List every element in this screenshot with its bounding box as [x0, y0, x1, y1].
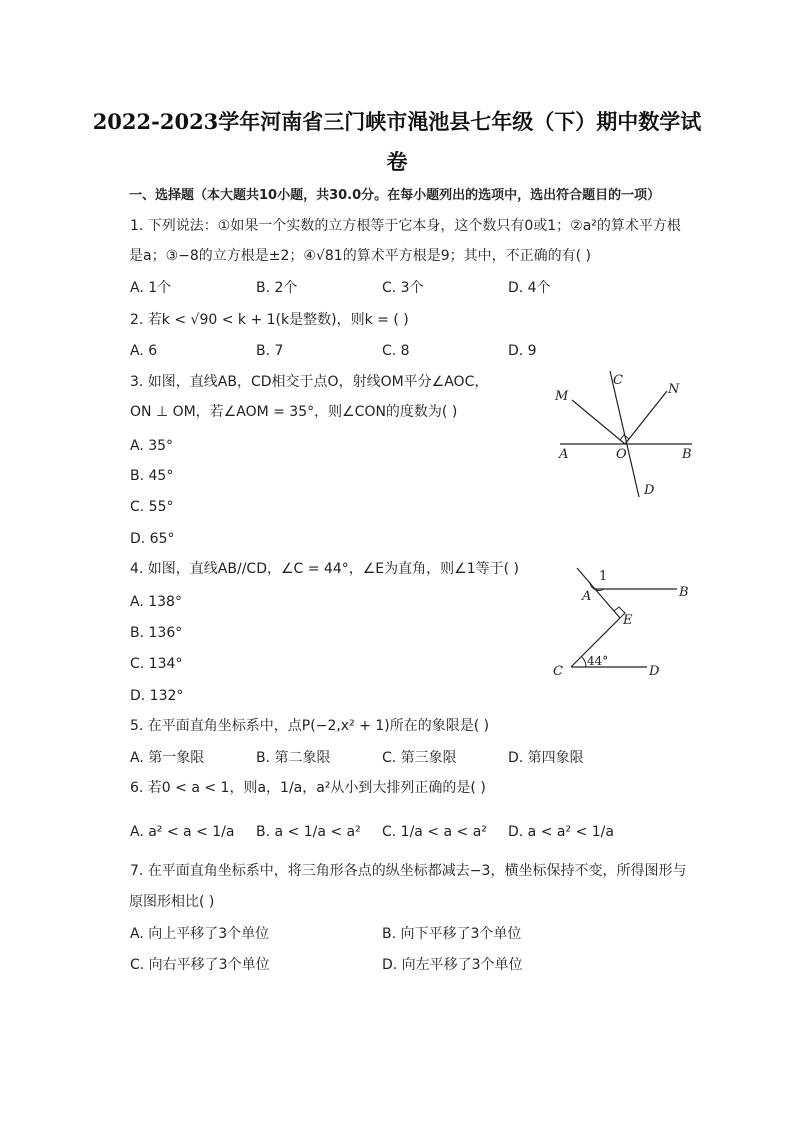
q4-option-d[interactable]: D. 132° — [130, 688, 184, 704]
q6-option-d[interactable]: D. a < a² < 1/a — [508, 824, 614, 840]
q4-stem: 4. 如图，直线AB//CD，∠C = 44°，∠E为直角，则∠1等于( ) — [130, 561, 519, 577]
section-heading: 一、选择题（本大题共10小题，共30.0分。在每小题列出的选项中，选出符合题目的一项） — [129, 188, 661, 203]
segment-ae — [595, 589, 620, 618]
q2-option-b[interactable]: B. 7 — [256, 343, 284, 359]
q3-option-d[interactable]: D. 65° — [130, 531, 175, 547]
label-b: B — [679, 585, 689, 600]
q1-option-d[interactable]: D. 4个 — [508, 280, 551, 296]
q6-option-b[interactable]: B. a < 1/a < a² — [256, 824, 361, 840]
q5-option-b[interactable]: B. 第二象限 — [256, 750, 331, 766]
q6-stem: 6. 若0 < a < 1，则a，1/a，a²从小到大排列正确的是( ) — [130, 780, 486, 796]
q3-stem-line-2: ON ⊥ OM，若∠AOM = 35°，则∠CON的度数为( ) — [130, 404, 458, 420]
q4-option-a[interactable]: A. 138° — [130, 594, 182, 610]
q2-stem: 2. 若k < √90 < k + 1(k是整数)，则k = ( ) — [130, 312, 409, 328]
q7-option-a[interactable]: A. 向上平移了3个单位 — [130, 926, 270, 942]
page-title-line-1: 2022-2023学年河南省三门峡市渑池县七年级（下）期中数学试 — [92, 109, 702, 134]
angle-c-arc — [582, 657, 586, 667]
q6-option-a[interactable]: A. a² < a < 1/a — [130, 824, 235, 840]
label-b: B — [682, 447, 692, 462]
label-n: N — [668, 382, 680, 397]
ray-om — [572, 400, 625, 444]
q4-option-b[interactable]: B. 136° — [130, 625, 183, 641]
q1-stem-line-2: 是a；③−8的立方根是±2；④√81的算术平方根是9；其中，不正确的有( ) — [129, 248, 591, 264]
line-cd — [610, 371, 639, 497]
q1-stem-line-1: 1. 下列说法：①如果一个实数的立方根等于它本身，这个数只有0或1；②a²的算术平方根 — [130, 218, 681, 234]
q5-stem: 5. 在平面直角坐标系中，点P(−2,x² + 1)所在的象限是( ) — [130, 718, 490, 734]
label-o: O — [616, 447, 627, 462]
q1-option-c[interactable]: C. 3个 — [382, 280, 424, 296]
q7-option-b[interactable]: B. 向下平移了3个单位 — [382, 926, 522, 942]
q7-stem-line-1: 7. 在平面直角坐标系中，将三角形各点的纵坐标都减去−3，横坐标保持不变，所得图形与 — [130, 863, 687, 879]
label-44: 44° — [587, 654, 609, 668]
q1-option-a[interactable]: A. 1个 — [130, 280, 172, 296]
q3-option-a[interactable]: A. 35° — [130, 438, 174, 454]
q6-option-c[interactable]: C. 1/a < a < a² — [382, 824, 487, 840]
q7-option-d[interactable]: D. 向左平移了3个单位 — [382, 957, 523, 973]
label-1: 1 — [599, 569, 608, 584]
q5-option-c[interactable]: C. 第三象限 — [382, 750, 457, 766]
q3-option-c[interactable]: C. 55° — [130, 499, 174, 515]
q2-option-c[interactable]: C. 8 — [382, 343, 410, 359]
q3-stem-line-1: 3. 如图，直线AB，CD相交于点O，射线OM平分∠AOC， — [130, 374, 489, 390]
q3-figure — [540, 365, 710, 505]
label-a: A — [559, 447, 569, 462]
q2-option-a[interactable]: A. 6 — [130, 343, 158, 359]
label-a: A — [582, 589, 592, 604]
page-title-line-2: 卷 — [386, 149, 408, 174]
q3-option-b[interactable]: B. 45° — [130, 468, 174, 484]
ray-on — [625, 391, 667, 444]
q2-option-d[interactable]: D. 9 — [508, 343, 537, 359]
q5-option-a[interactable]: A. 第一象限 — [130, 750, 205, 766]
ray-a-up — [577, 568, 595, 589]
q4-option-c[interactable]: C. 134° — [130, 656, 183, 672]
label-c: C — [613, 373, 623, 388]
label-e: E — [623, 613, 633, 628]
q1-option-b[interactable]: B. 2个 — [256, 280, 298, 296]
q4-figure — [545, 560, 705, 685]
q5-option-d[interactable]: D. 第四象限 — [508, 750, 584, 766]
label-c: C — [553, 664, 563, 679]
label-d: D — [649, 664, 660, 679]
right-angle-mark — [620, 435, 629, 440]
q7-option-c[interactable]: C. 向右平移了3个单位 — [130, 957, 270, 973]
label-d: D — [644, 483, 655, 498]
q7-stem-line-2: 原图形相比( ) — [129, 894, 215, 910]
label-m: M — [555, 389, 569, 404]
